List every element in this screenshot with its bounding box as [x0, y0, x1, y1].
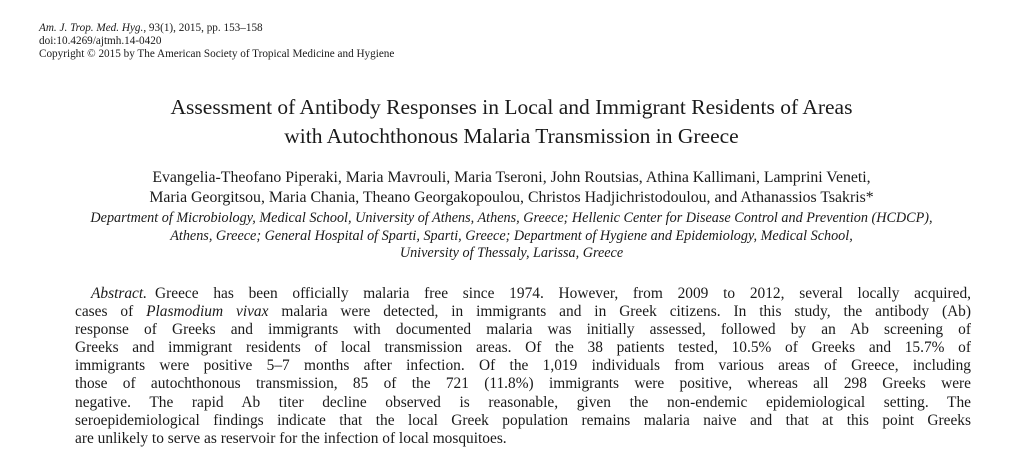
- abstract-line-2-pre: cases of: [75, 303, 147, 321]
- abstract-line-5: immigrants were positive 5–7 months after infection. Of the 1,019 individuals from various areas of Greece, including: [75, 357, 971, 375]
- paper-title: [0, 93, 1023, 151]
- affiliation-line-1: Department of Microbiology, Medical School, University of Athens, Athens, Greece; Hellenic Center for Disease Control and Prevention (HCDCP),: [90, 210, 933, 226]
- citation-details: , 93(1), 2015, pp. 153–158: [143, 22, 263, 34]
- abstract-line-3: response of Greeks and immigrants with documented malaria was initially assessed, followed by an Ab screening of: [75, 321, 971, 339]
- abstract-line-8: seroepidemiological findings indicate that the local Greek population remains malaria naive and that at this point Greeks: [75, 411, 971, 429]
- abstract-line-9: are unlikely to serve as reservoir for the infection of local mosquitoes.: [75, 429, 507, 447]
- abstract-line-2: [75, 303, 971, 321]
- journal-name: Am. J. Trop. Med. Hyg.: [39, 22, 144, 34]
- title-line-2: with Autochthonous Malaria Transmission in Greece: [284, 124, 739, 148]
- title-line-1: Assessment of Antibody Responses in Local and Immigrant Residents of Areas: [170, 95, 853, 119]
- affiliations: [0, 210, 1023, 263]
- species-name: Plasmodium vivax: [146, 303, 269, 321]
- abstract-line-2-post: malaria were detected, in immigrants and in Greek citizens. In this study, the antibody (Ab): [268, 303, 972, 321]
- journal-header: [39, 22, 394, 62]
- abstract: [75, 285, 971, 448]
- abstract-line-1: [75, 285, 971, 303]
- affiliation-line-2: Athens, Greece; General Hospital of Sparti, Sparti, Greece; Department of Hygiene and Epidemiology, Medical School,: [170, 227, 853, 244]
- authors-line-1: Evangelia-Theofano Piperaki, Maria Mavrouli, Maria Tseroni, John Routsias, Athina Kallimani, Lamprini Veneti,: [152, 169, 871, 186]
- doi-line: doi:10.4269/ajtmh.14-0420: [39, 35, 162, 48]
- abstract-line-1-text: Greece has been officially malaria free since 1974. However, from 2009 to 2012, several locally acquired,: [155, 285, 971, 302]
- authors-line-2: Maria Georgitsou, Maria Chania, Theano Georgakopoulou, Christos Hadjichristodoulou, and Athanassios Tsakris*: [149, 188, 874, 206]
- abstract-line-4: Greeks and immigrant residents of local transmission areas. Of the 38 patients tested, 10.5% of Greeks and 15.7% of: [75, 339, 971, 357]
- abstract-line-7: negative. The rapid Ab titer decline observed is reasonable, given the non-endemic epidemiological setting. The: [75, 393, 971, 411]
- copyright-line: Copyright © 2015 by The American Society of Tropical Medicine and Hygiene: [39, 48, 395, 61]
- abstract-label: Abstract.: [91, 285, 148, 302]
- author-list: [0, 168, 1023, 207]
- abstract-line-6: those of autochthonous transmission, 85 of the 721 (11.8%) immigrants were positive, whereas all 298 Greeks were: [75, 375, 971, 393]
- citation-line: [39, 22, 394, 35]
- affiliation-line-3: University of Thessaly, Larissa, Greece: [399, 245, 624, 261]
